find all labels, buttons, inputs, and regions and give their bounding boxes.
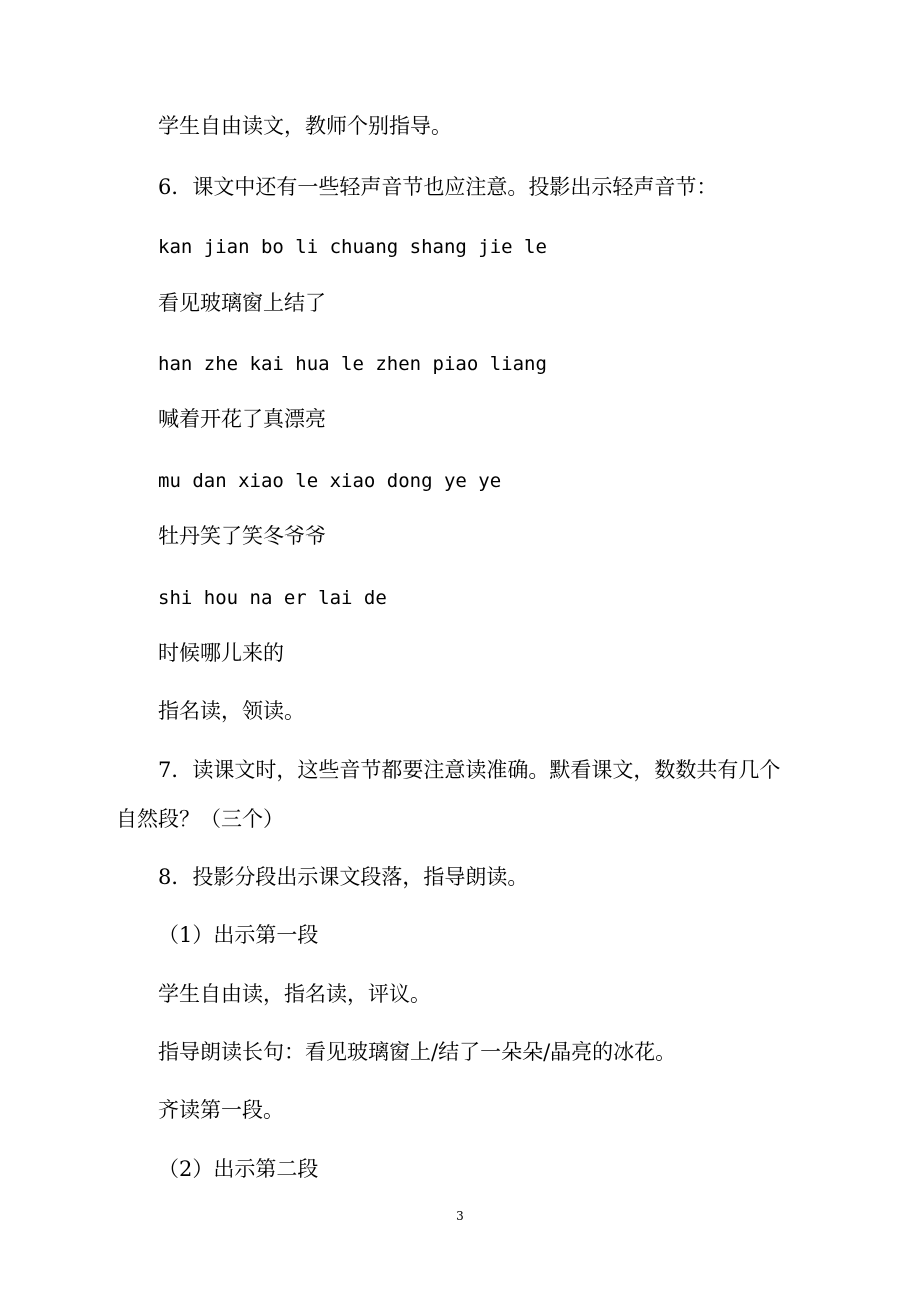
pinyin-line: shi hou na er lai de [158, 587, 387, 609]
paragraph-line-continuation: 自然段？（三个） [116, 807, 284, 831]
pinyin-line: mu dan xiao le xiao dong ye ye [158, 470, 502, 492]
section-heading: （1）出示第一段 [158, 923, 319, 947]
paragraph-line: 牡丹笑了笑冬爷爷 [158, 524, 326, 548]
page-number: 3 [456, 1209, 464, 1223]
paragraph-line: 齐读第一段。 [158, 1098, 284, 1122]
section-heading: （2）出示第二段 [158, 1157, 319, 1181]
paragraph-line: 指名读，领读。 [158, 699, 305, 723]
paragraph-line: 7．读课文时，这些音节都要注意读准确。默看课文，数数共有几个 [158, 758, 781, 782]
paragraph-line: 8．投影分段出示课文段落，指导朗读。 [158, 865, 529, 889]
paragraph-line: 学生自由读文，教师个别指导。 [158, 114, 452, 138]
paragraph-line: 看见玻璃窗上结了 [158, 291, 326, 315]
pinyin-line: han zhe kai hua le zhen piao liang [158, 353, 547, 375]
pinyin-line: kan jian bo li chuang shang jie le [158, 236, 547, 258]
paragraph-line: 时候哪儿来的 [158, 641, 284, 665]
paragraph-line: 喊着开花了真漂亮 [158, 407, 326, 431]
paragraph-line: 指导朗读长句：看见玻璃窗上/结了一朵朵/晶亮的冰花。 [158, 1040, 677, 1064]
paragraph-line: 6．课文中还有一些轻声音节也应注意。投影出示轻声音节： [158, 175, 718, 199]
paragraph-line: 学生自由读，指名读，评议。 [158, 982, 431, 1006]
